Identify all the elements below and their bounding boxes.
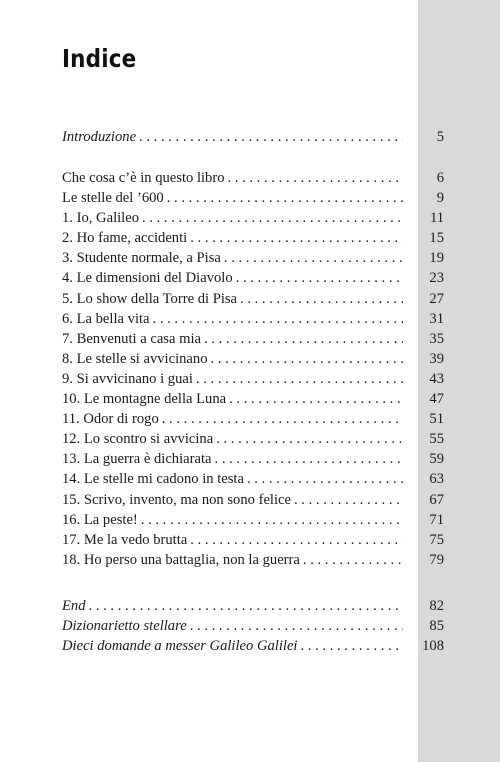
toc-chapter-entry[interactable] bbox=[62, 248, 444, 268]
toc-chapter-entry[interactable] bbox=[62, 289, 444, 309]
entry-title: Che cosa c’è in questo libro bbox=[62, 170, 225, 186]
toc-chapter-list bbox=[62, 168, 444, 570]
toc-chapter-entry[interactable] bbox=[62, 309, 444, 329]
dot-leader bbox=[190, 228, 403, 248]
dot-leader bbox=[229, 389, 403, 409]
toc-chapter-entry[interactable] bbox=[62, 389, 444, 409]
entry-page-number: 5 bbox=[436, 129, 444, 145]
entry-page-number: 71 bbox=[429, 511, 444, 528]
entry-title: Dieci domande a messer Galileo Galilei bbox=[62, 638, 298, 655]
dot-leader bbox=[247, 469, 403, 489]
entry-page-number: 35 bbox=[429, 330, 444, 347]
toc-intro-entry[interactable] bbox=[62, 127, 444, 147]
entry-title: 10. Le montagne della Luna bbox=[62, 391, 227, 408]
entry-title: 12. Lo scontro si avvicina bbox=[62, 431, 214, 448]
entry-page-number: 23 bbox=[429, 270, 444, 287]
entry-title: End bbox=[62, 598, 86, 614]
entry-title: 15. Scrivo, invento, ma non sono felice bbox=[62, 491, 291, 508]
dot-leader bbox=[162, 409, 403, 429]
entry-page-number: 31 bbox=[429, 310, 444, 327]
toc-chapter-entry[interactable] bbox=[62, 469, 444, 489]
toc-chapter-entry[interactable] bbox=[62, 369, 444, 389]
toc-chapter-entry[interactable] bbox=[62, 168, 444, 188]
dot-leader bbox=[236, 268, 403, 288]
toc-chapter-entry[interactable] bbox=[62, 510, 444, 530]
toc-chapter-entry[interactable] bbox=[62, 268, 444, 288]
page-title: Indice bbox=[62, 44, 137, 73]
entry-page-number: 39 bbox=[429, 350, 444, 367]
entry-title: 6. La bella vita bbox=[62, 310, 150, 327]
dot-leader bbox=[204, 329, 403, 349]
entry-title: 13. La guerra è dichiarata bbox=[62, 451, 212, 468]
dot-leader bbox=[89, 596, 403, 616]
entry-title: 17. Me la vedo brutta bbox=[62, 531, 188, 548]
entry-title: 9. Si avvicinano i guai bbox=[62, 370, 193, 387]
entry-title: 16. La peste! bbox=[62, 511, 138, 528]
dot-leader bbox=[215, 449, 403, 469]
entry-page-number: 11 bbox=[429, 210, 444, 227]
toc-appendix-list bbox=[62, 596, 444, 656]
toc-chapter-entry[interactable] bbox=[62, 188, 444, 208]
toc-appendix-entry[interactable] bbox=[62, 636, 444, 656]
entry-title: 2. Ho fame, accidenti bbox=[62, 230, 188, 247]
toc-chapter-entry[interactable] bbox=[62, 530, 444, 550]
entry-page-number: 6 bbox=[436, 170, 444, 186]
dot-leader bbox=[224, 248, 403, 268]
toc-chapter-entry[interactable] bbox=[62, 349, 444, 369]
dot-leader bbox=[196, 369, 403, 389]
dot-leader bbox=[216, 429, 403, 449]
entry-title: 8. Le stelle si avvicinano bbox=[62, 350, 208, 367]
entry-page-number: 15 bbox=[429, 230, 444, 247]
toc-chapter-entry[interactable] bbox=[62, 208, 444, 228]
dot-leader bbox=[139, 127, 403, 147]
entry-page-number: 19 bbox=[429, 250, 444, 267]
entry-page-number: 47 bbox=[429, 391, 444, 408]
entry-title: Le stelle del ’600 bbox=[62, 190, 164, 207]
entry-title: Introduzione bbox=[62, 129, 137, 145]
dot-leader bbox=[142, 208, 403, 228]
entry-page-number: 82 bbox=[429, 598, 444, 614]
toc-chapter-entry[interactable] bbox=[62, 409, 444, 429]
toc-intro-list bbox=[62, 127, 444, 147]
entry-page-number: 59 bbox=[429, 451, 444, 468]
entry-title: 4. Le dimensioni del Diavolo bbox=[62, 270, 233, 287]
toc-chapter-entry[interactable] bbox=[62, 329, 444, 349]
entry-title: 18. Ho perso una battaglia, non la guerra bbox=[62, 551, 300, 568]
dot-leader bbox=[190, 616, 403, 636]
entry-page-number: 43 bbox=[429, 370, 444, 387]
entry-title: 1. Io, Galileo bbox=[62, 210, 140, 227]
entry-title: 3. Studente normale, a Pisa bbox=[62, 250, 221, 267]
dot-leader bbox=[240, 289, 403, 309]
entry-page-number: 27 bbox=[429, 290, 444, 307]
dot-leader bbox=[153, 309, 403, 329]
toc-chapter-entry[interactable] bbox=[62, 490, 444, 510]
entry-page-number: 108 bbox=[422, 638, 444, 655]
dot-leader bbox=[190, 530, 403, 550]
entry-title: 11. Odor di rogo bbox=[62, 411, 159, 428]
toc-appendix-entry[interactable] bbox=[62, 596, 444, 616]
entry-page-number: 67 bbox=[429, 491, 444, 508]
entry-title: 14. Le stelle mi cadono in testa bbox=[62, 471, 244, 488]
dot-leader bbox=[300, 636, 403, 656]
toc-chapter-entry[interactable] bbox=[62, 228, 444, 248]
entry-page-number: 51 bbox=[429, 411, 444, 428]
toc-chapter-entry[interactable] bbox=[62, 550, 444, 570]
entry-page-number: 63 bbox=[429, 471, 444, 488]
entry-page-number: 85 bbox=[429, 618, 444, 635]
entry-title: Dizionarietto stellare bbox=[62, 618, 187, 635]
toc-appendix-entry[interactable] bbox=[62, 616, 444, 636]
entry-title: 7. Benvenuti a casa mia bbox=[62, 330, 201, 347]
toc-chapter-entry[interactable] bbox=[62, 449, 444, 469]
entry-page-number: 79 bbox=[429, 551, 444, 568]
dot-leader bbox=[228, 168, 403, 188]
toc-chapter-entry[interactable] bbox=[62, 429, 444, 449]
entry-page-number: 9 bbox=[436, 190, 444, 207]
entry-page-number: 75 bbox=[429, 531, 444, 548]
dot-leader bbox=[303, 550, 403, 570]
dot-leader bbox=[211, 349, 404, 369]
entry-title: 5. Lo show della Torre di Pisa bbox=[62, 290, 238, 307]
dot-leader bbox=[167, 188, 403, 208]
entry-page-number: 55 bbox=[429, 431, 444, 448]
dot-leader bbox=[294, 490, 403, 510]
dot-leader bbox=[141, 510, 403, 530]
